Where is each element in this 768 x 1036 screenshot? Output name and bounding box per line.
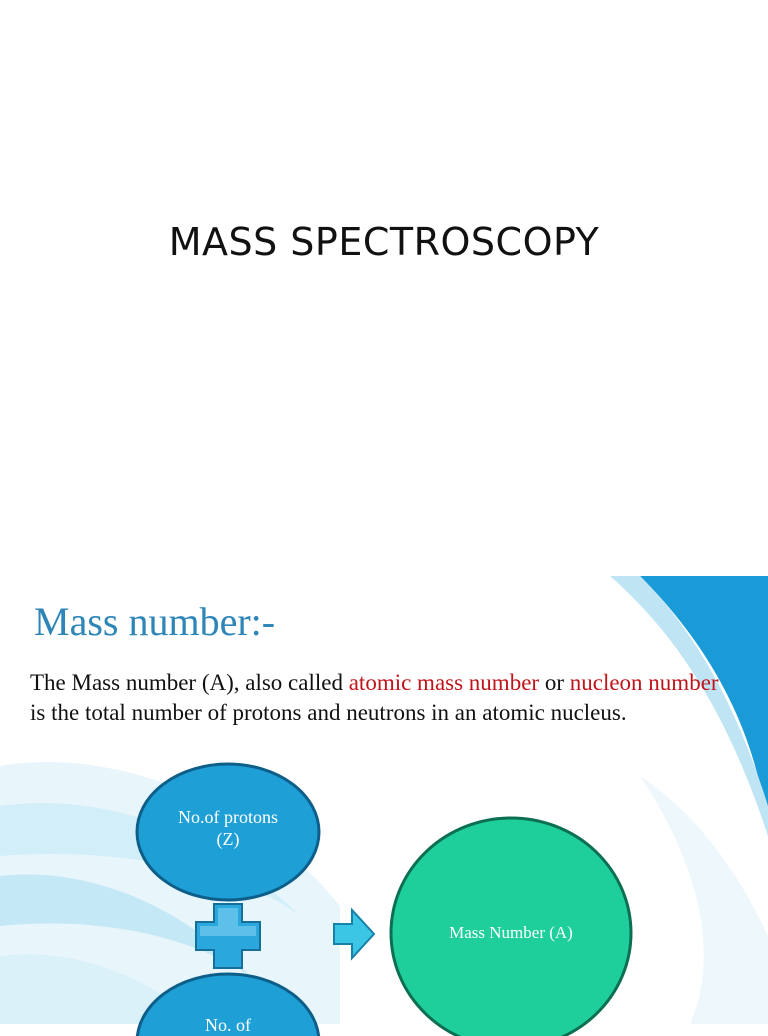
plus-icon [196, 904, 260, 968]
highlight-term: atomic mass number [348, 670, 540, 695]
slide-title: MASS SPECTROSCOPY [168, 220, 600, 264]
body-text: is the total number of protons and neutrons in an atomic nucleus. [30, 700, 627, 725]
protons-label-line1: No.of protons [178, 807, 278, 827]
protons-label-line2: (Z) [216, 829, 240, 849]
mass-number-label: Mass Number (A) [449, 923, 573, 942]
content-slide [0, 576, 768, 1035]
mass-number-diagram [0, 576, 768, 1024]
slide-heading: Mass number:- [34, 599, 276, 644]
body-text: or [539, 670, 570, 695]
arrow-right-icon [334, 910, 374, 958]
neutrons-label: No. of [205, 1015, 251, 1035]
body-text: The Mass number (A), also called [30, 670, 349, 695]
highlight-term: nucleon number [569, 670, 719, 695]
protons-label [137, 806, 319, 850]
